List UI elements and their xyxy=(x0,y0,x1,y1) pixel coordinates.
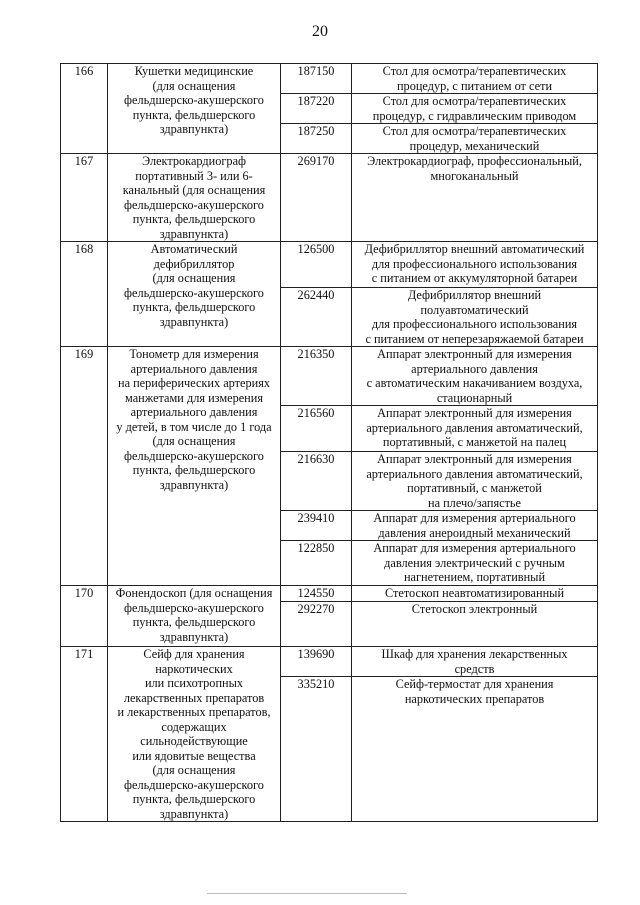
item-code: 262440 xyxy=(281,288,352,347)
item-code: 216350 xyxy=(281,347,352,406)
equipment-name: Автоматический дефибриллятор (для оснащения фельдшерско-акушерского пункта, фельдшерского здравпункта) xyxy=(108,242,281,347)
item-code: 216560 xyxy=(281,406,352,452)
row-number: 168 xyxy=(61,242,108,347)
equipment-name: Электрокардиограф портативный 3- или 6- канальный (для оснащения фельдшерско-акушерского пункта, фельдшерского здравпункта) xyxy=(108,154,281,242)
table-row xyxy=(61,647,598,677)
item-description: Стетоскоп неавтоматизированный xyxy=(352,586,598,602)
table-row xyxy=(61,242,598,288)
row-number: 169 xyxy=(61,347,108,586)
item-code: 187150 xyxy=(281,64,352,94)
item-code: 187220 xyxy=(281,94,352,124)
equipment-table xyxy=(60,63,598,822)
item-description: Аппарат электронный для измерения артериального давления автоматический, портативный, с манжетой на плечо/запястье xyxy=(352,452,598,511)
item-description: Аппарат электронный для измерения артериального давления с автоматическим накачиванием воздуха, стационарный xyxy=(352,347,598,406)
item-description: Электрокардиограф, профессиональный, многоканальный xyxy=(352,154,598,242)
item-description: Стетоскоп электронный xyxy=(352,602,598,647)
item-description: Аппарат для измерения артериального давления электрический с ручным нагнетением, портативный xyxy=(352,541,598,586)
item-code: 335210 xyxy=(281,677,352,822)
table-row xyxy=(61,154,598,242)
equipment-name: Тонометр для измерения артериального давления на периферических артериях манжетами для измерения артериального давления у детей, в том числе до 1 года (для оснащения фельдшерско-акушерского пункта, фельдшерского здравпункта) xyxy=(108,347,281,586)
row-number: 171 xyxy=(61,647,108,822)
bottom-rule xyxy=(207,893,407,894)
item-description: Стол для осмотра/терапевтических процедур, с гидравлическим приводом xyxy=(352,94,598,124)
row-number: 166 xyxy=(61,64,108,154)
item-code: 187250 xyxy=(281,124,352,154)
item-description: Дефибриллятор внешний полуавтоматический для профессионального использования с питанием от неперезаряжаемой батареи xyxy=(352,288,598,347)
equipment-name: Кушетки медицинские (для оснащения фельдшерско-акушерского пункта, фельдшерского здравпункта) xyxy=(108,64,281,154)
item-code: 124550 xyxy=(281,586,352,602)
table-row xyxy=(61,347,598,406)
item-code: 139690 xyxy=(281,647,352,677)
item-code: 292270 xyxy=(281,602,352,647)
item-code: 269170 xyxy=(281,154,352,242)
item-description: Стол для осмотра/терапевтических процедур, механический xyxy=(352,124,598,154)
table-body xyxy=(61,64,598,822)
item-code: 216630 xyxy=(281,452,352,511)
item-code: 126500 xyxy=(281,242,352,288)
item-description: Дефибриллятор внешний автоматический для профессионального использования с питанием от аккумуляторной батареи xyxy=(352,242,598,288)
equipment-name: Фонендоскоп (для оснащения фельдшерско-акушерского пункта, фельдшерского здравпункта) xyxy=(108,586,281,647)
item-code: 122850 xyxy=(281,541,352,586)
table-row xyxy=(61,586,598,602)
row-number: 167 xyxy=(61,154,108,242)
item-description: Аппарат для измерения артериального давления анероидный механический xyxy=(352,511,598,541)
item-description: Аппарат электронный для измерения артериального давления автоматический, портативный, с манжетой на палец xyxy=(352,406,598,452)
item-description: Стол для осмотра/терапевтических процедур, с питанием от сети xyxy=(352,64,598,94)
item-description: Сейф-термостат для хранения наркотических препаратов xyxy=(352,677,598,822)
equipment-name: Сейф для хранения наркотических или психотропных лекарственных препаратов и лекарственных препаратов, содержащих сильнодействующие или ядовитые вещества (для оснащения фельдшерско-акушерского пункта, фельдшерского здравпункта) xyxy=(108,647,281,822)
row-number: 170 xyxy=(61,586,108,647)
item-description: Шкаф для хранения лекарственных средств xyxy=(352,647,598,677)
item-code: 239410 xyxy=(281,511,352,541)
table-row xyxy=(61,64,598,94)
page-number: 20 xyxy=(312,23,328,40)
